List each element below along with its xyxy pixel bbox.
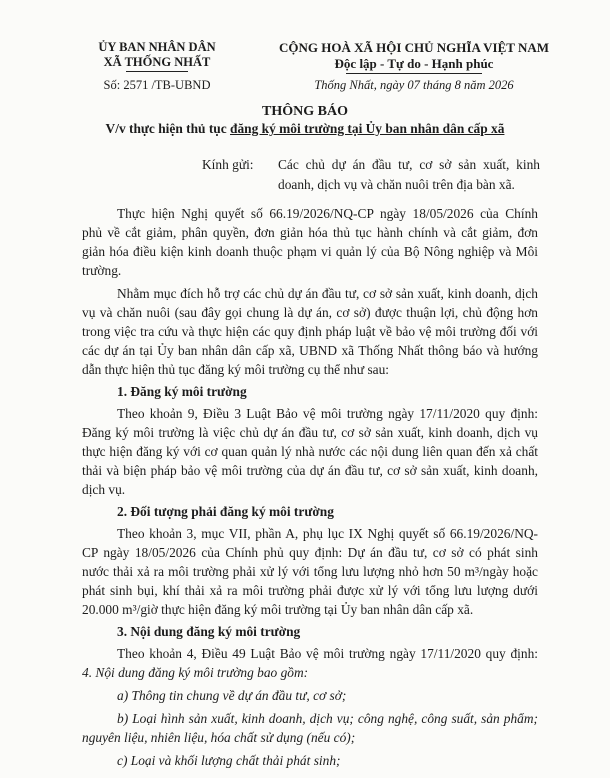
para1-line4: trường. — [82, 263, 122, 278]
section1-line1: Theo khoản 9, Điều 3 Luật Bảo vệ môi trường ngày 17/11/2020 quy định: — [117, 406, 538, 421]
para2-line4: các dự án tại Ủy ban nhân dân cấp xã, UBND xã Thống Nhất thông báo và hướng — [82, 343, 538, 358]
section1-line3: thực hiện đăng ký với cơ quan quản lý nhà nước các nội dung liên quan đến xả chất — [82, 444, 538, 459]
subject-underlined: đăng ký môi trường tại Ủy ban nhân dân cấp xã — [230, 121, 505, 136]
section1-line2: Đăng ký môi trường là việc chủ dự án đầu tư, cơ sở sản xuất, kinh doanh, dịch vụ — [82, 425, 538, 440]
section3-intro: Theo khoản 4, Điều 49 Luật Bảo vệ môi trường ngày 17/11/2020 quy định: — [117, 646, 538, 661]
doc-subject — [0, 121, 610, 137]
item-c: c) Loại và khối lượng chất thải phát sinh; — [117, 753, 341, 768]
place-date: Thống Nhất, ngày 07 tháng 8 năm 2026 — [314, 78, 514, 92]
para2-line2: vụ và chăn nuôi (sau đây gọi chung là dự án, cơ sở) được thuận lợi, chủ động hơn — [82, 305, 538, 320]
section1-heading: 1. Đăng ký môi trường — [117, 384, 247, 399]
section1-line5: dịch vụ. — [82, 482, 126, 497]
para2-line5: dẫn thực hiện thủ tục đăng ký môi trường cụ thể như sau: — [82, 362, 390, 377]
item-b-line2: nguyên liệu, nhiên liệu, hóa chất sử dụng (nếu có); — [82, 730, 356, 745]
para1-line1: Thực hiện Nghị quyết số 66.19/2026/NQ-CP ngày 18/05/2026 của Chính — [117, 206, 538, 221]
section3-quote: 4. Nội dung đăng ký môi trường bao gồm: — [82, 665, 309, 680]
section2-line4: phát sinh bụi, khí thải xả ra môi trường phải được xử lý với tổng lưu lượng dưới — [82, 583, 538, 598]
recipient-label: Kính gửi: — [202, 157, 254, 172]
doc-number: Số: 2571 /TB-UBND — [103, 78, 211, 92]
para2-line1: Nhằm mục đích hỗ trợ các chủ dự án đầu tư, cơ sở sản xuất, kinh doanh, dịch — [117, 286, 538, 301]
nation-title: CỘNG HOÀ XÃ HỘI CHỦ NGHĨA VIỆT NAM — [278, 40, 550, 55]
section3-heading: 3. Nội dung đăng ký môi trường — [117, 624, 301, 639]
motto-underline — [346, 73, 482, 74]
national-motto: Độc lập - Tự do - Hạnh phúc — [334, 56, 494, 71]
para1-line2: phủ về cắt giảm, phân quyền, đơn giản hóa thủ tục hành chính và cắt giảm, đơn — [82, 225, 538, 240]
doc-title: THÔNG BÁO — [262, 104, 348, 119]
section1-line4: thải và biện pháp bảo vệ môi trường của dự án đầu tư, cơ sở sản xuất, kinh doanh, — [82, 463, 538, 478]
para1-line3: giản hóa điều kiện kinh doanh thuộc phạm vi quản lý của Bộ Nông nghiệp và Môi — [82, 244, 538, 259]
item-b-line1: b) Loại hình sản xuất, kinh doanh, dịch vụ; công nghệ, công suất, sản phẩm; — [117, 711, 538, 726]
section2-heading: 2. Đối tượng phải đăng ký môi trường — [117, 504, 334, 519]
section2-line2: CP ngày 18/05/2026 của Chính phủ quy định: Dự án đầu tư, cơ sở có phát sinh — [82, 545, 538, 560]
org-underline — [126, 71, 188, 72]
section2-line5: 20.000 m³/giờ thực hiện đăng ký môi trường tại Ủy ban nhân dân cấp xã. — [82, 602, 474, 617]
para2-line3: trong việc tra cứu và thực hiện các quy định pháp luật về bảo vệ môi trường đối với — [82, 324, 538, 339]
recipient-line1: Các chủ dự án đầu tư, cơ sở sản xuất, kinh — [278, 157, 540, 172]
section2-line3: nước thải xả ra môi trường phải xử lý với tổng lưu lượng nhỏ hơn 50 m³/ngày hoặc — [82, 564, 538, 579]
section2-line1: Theo khoản 3, mục VII, phần A, phụ lục IX Nghị quyết số 66.19/2026/NQ- — [117, 526, 538, 541]
org-name-line2: XÃ THỐNG NHẤT — [103, 55, 211, 69]
subject-prefix: V/v thực hiện thủ tục — [105, 121, 231, 136]
org-name-line1: ỦY BAN NHÂN DÂN — [98, 40, 216, 54]
item-a: a) Thông tin chung về dự án đầu tư, cơ sở; — [117, 688, 347, 703]
recipient-line2: doanh, dịch vụ và chăn nuôi trên địa bàn xã. — [278, 177, 515, 192]
